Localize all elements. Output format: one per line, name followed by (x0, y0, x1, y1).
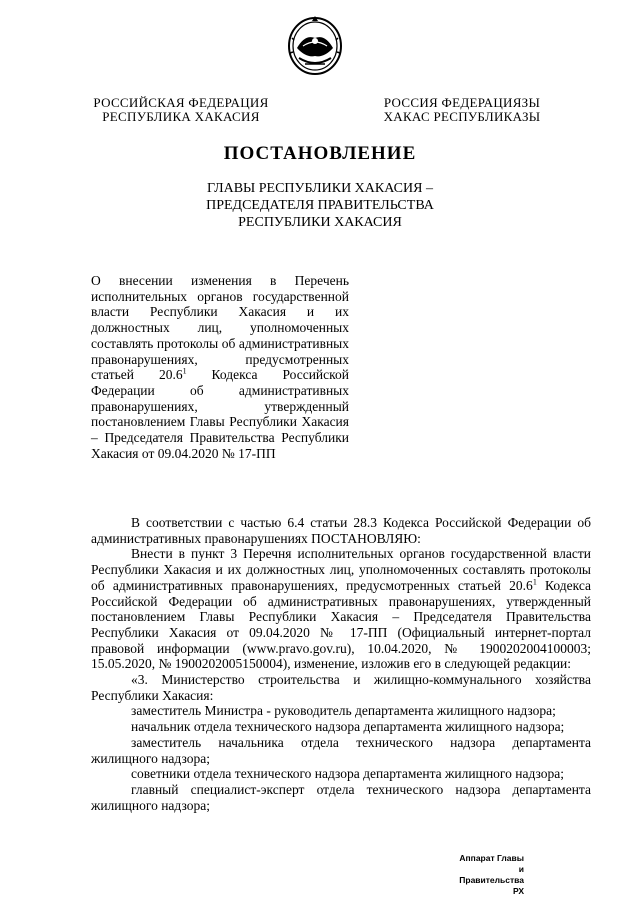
body-paragraph-2-superscript: 1 (532, 577, 537, 587)
subject-text-part1: О внесении изменения в Перечень исполнительных органов государственной власти Республики Хакасия и их должностных лиц, уполномоченных составлять протоколы об административных правонарушениях, предусмотренных статьей 20.6 (91, 273, 349, 383)
subject-text-part2: Кодекса Российской Федерации об административных правонарушениях, утвержденный постановлением Главы Республики Хакасия – Председателя Правительства Республики Хакасия от 09.04.2020 № 17-ПП (91, 367, 349, 461)
body-paragraph-8: главный специалист-эксперт отдела технического надзора департамента жилищного надзора; (91, 781, 591, 813)
stamp-line2: и Правительства РХ (459, 864, 524, 896)
subtitle-line1: ГЛАВЫ РЕСПУБЛИКИ ХАКАСИЯ – (207, 181, 433, 196)
header-right-line2: ХАКАС РЕСПУБЛИКАЗЫ (383, 109, 541, 124)
header-left-block (92, 96, 270, 124)
body-paragraph-4: заместитель Министра - руководитель департамента жилищного надзора; (131, 703, 556, 719)
header-left-line2: РЕСПУБЛИКА ХАКАСИЯ (102, 109, 260, 124)
body-paragraph-2-part2: Кодекса Российской Федерации об административных правонарушениях, утвержденный постановлением Главы Республики Хакасия – Председателя Правительства Республики Хакасия от 09.04.2020 № 17-ПП (Официальный интернет-портал правовой информации (www.pravo.gov.ru), 10.04.2020, № 1900202004100003; 15.05.2020, № 1900202005150004), изменение, изложив его в следующей редакции: (91, 577, 591, 672)
coat-of-arms-emblem (285, 10, 345, 78)
body-paragraph-2 (91, 546, 591, 672)
subtitle-line3: РЕСПУБЛИКИ ХАКАСИЯ (238, 215, 402, 230)
stamp-line1: Аппарат Главы (459, 853, 524, 863)
body-paragraph-3: «3. Министерство строительства и жилищно-коммунального хозяйства Республики Хакасия: (91, 672, 591, 703)
body-text (91, 515, 591, 813)
office-stamp (452, 853, 524, 897)
body-paragraph-1: В соответствии с частью 6.4 статьи 28.3 Кодекса Российской Федерации об административных правонарушениях ПОСТАНОВЛЯЮ: (91, 515, 591, 546)
header-left-line1: РОССИЙСКАЯ ФЕДЕРАЦИЯ (93, 95, 269, 110)
subject-superscript: 1 (182, 366, 187, 376)
header-right-line1: РОССИЯ ФЕДЕРАЦИЯЗЫ (383, 95, 541, 110)
body-paragraph-2-part1: Внести в пункт 3 Перечня исполнительных органов государственной власти Республики Хакасия и их должностных лиц, уполномоченных составлять протоколы об административных правонарушениях, предусмотренных статьей 20.6 (91, 546, 591, 593)
body-paragraph-7: советники отдела технического надзора департамента жилищного надзора; (131, 766, 564, 782)
subject-block (91, 273, 349, 461)
document-subtitle (150, 180, 490, 231)
subtitle-line2: ПРЕДСЕДАТЕЛЯ ПРАВИТЕЛЬСТВА (206, 198, 434, 213)
body-paragraph-6: заместитель начальника отдела технического надзора департамента жилищного надзора; (91, 734, 591, 766)
body-paragraph-5: начальник отдела технического надзора департамента жилищного надзора; (131, 719, 565, 735)
document-title: ПОСТАНОВЛЕНИЕ (223, 143, 417, 164)
header-right-block (378, 96, 546, 124)
